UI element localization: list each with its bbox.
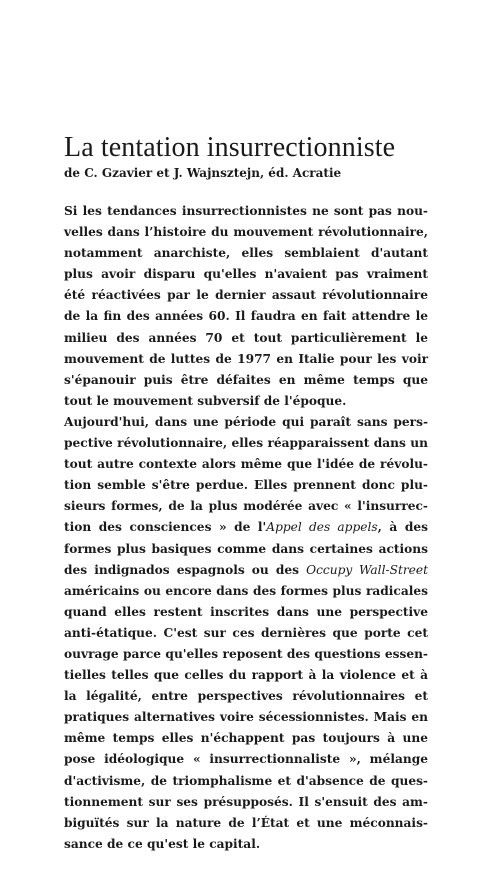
body-line: Si les tendances insurrectionnistes ne sont pas nou- <box>64 204 428 218</box>
body-line-part: , à des <box>377 520 428 535</box>
body-line: été réactivées par le dernier assaut révolutionnaire <box>64 288 428 303</box>
body-line-with-italic <box>64 517 428 538</box>
body-line: même temps elles n'échappent pas toujours à une <box>64 731 428 746</box>
body-line: anti-étatique. C'est sur ces dernières que porte cet <box>64 625 428 640</box>
body-line: milieu des années 70 et tout particulièrement le <box>64 330 428 345</box>
book-title-italic: Appel des appels <box>266 520 378 535</box>
body-line: tout le mouvement subversif de l'époque. <box>64 393 347 408</box>
body-line: plus avoir disparu qu'elles n'avaient pas vraiment <box>64 267 428 282</box>
body-line-part: des indignados espagnols ou des <box>64 562 307 577</box>
body-line: tielles telles que celles du rapport à la violence et à <box>64 668 428 683</box>
body-line: velles dans l’histoire du mouvement révolutionnaire, <box>64 225 428 240</box>
body-line-with-italic <box>64 560 428 581</box>
body-line: tout autre contexte alors même que l'idée de révolu- <box>64 457 428 472</box>
body-line: pective révolutionnaire, elles réapparaissent dans un <box>64 436 428 451</box>
article-title: La tentation insurrectionniste <box>64 132 396 163</box>
body-line: de la fin des années 60. Il faudra en fait attendre le <box>64 309 428 324</box>
body-line: biguïtés sur la nature de l’État et une méconnais- <box>64 815 428 830</box>
body-line: Aujourd'hui, dans une période qui paraît sans pers- <box>64 414 428 429</box>
body-line: pose idéologique « insurrectionnaliste », mélange <box>64 752 428 767</box>
article <box>64 132 428 855</box>
body-line: ouvrage parce qu'elles reposent des questions essen- <box>64 646 428 661</box>
body-line: formes plus basiques comme dans certaines actions <box>64 541 428 556</box>
body-line: quand elles restent inscrites dans une perspective <box>64 604 428 619</box>
body-line: pratiques alternatives voire sécessionnistes. Mais en <box>64 710 428 725</box>
body-line: tion semble s'être perdue. Elles prennent donc plu- <box>64 478 428 493</box>
movement-name-italic: Occupy Wall-Street <box>306 562 428 577</box>
body-line: d'activisme, de triomphalisme et d'absence de ques- <box>64 773 428 788</box>
body-line: américains ou encore dans des formes plus radicales <box>64 583 428 598</box>
article-body <box>64 201 428 855</box>
article-subtitle: de C. Gzavier et J. Wajnsztejn, éd. Acratie <box>64 166 342 180</box>
body-line: tionnement sur ses présupposés. Il s'ensuit des am- <box>64 794 428 809</box>
body-line: la légalité, entre perspectives révolutionnaires et <box>64 689 428 704</box>
body-line: mouvement de luttes de 1977 en Italie pour les voir <box>64 351 428 366</box>
body-line: sance de ce qu'est le capital. <box>64 836 261 851</box>
body-line: notamment anarchiste, elles semblaient d'autant <box>64 246 428 261</box>
body-line-part: tion des consciences » de l' <box>64 520 267 535</box>
body-line: sieurs formes, de la plus modérée avec « l'insurrec- <box>64 499 428 514</box>
body-line: s'épanouir puis être défaites en même temps que <box>64 372 428 387</box>
